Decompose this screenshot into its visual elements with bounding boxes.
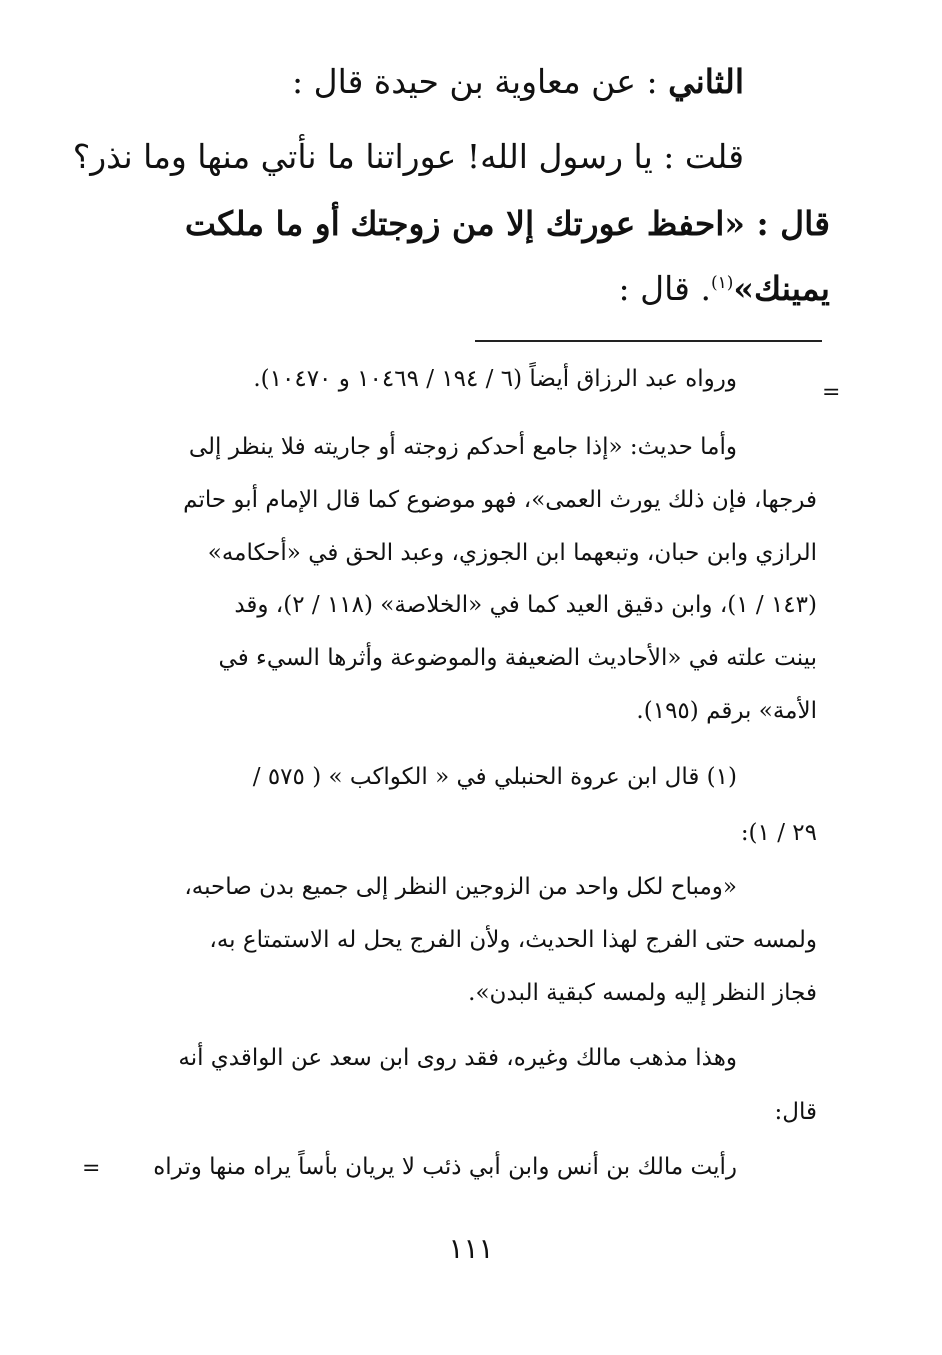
continuation-mark-top: =	[822, 380, 841, 405]
note-line-13: وهذا مذهب مالك وغيره، فقد روى ابن سعد عن الواقدي أنه	[178, 1045, 737, 1071]
note-line-6: بينت علته في «الأحاديث الضعيفة والموضوعة وأثرها السيء في	[218, 645, 817, 671]
hadith-text-a: قال : «احفظ عورتك إلا من زوجتك	[350, 204, 830, 243]
question-text-a: قلت : يا رسول الله	[480, 137, 744, 176]
note-line-7: الأمة» برقم (١٩٥).	[636, 698, 817, 724]
footnote-separator	[475, 340, 822, 342]
note-line-3: فرجها، فإن ذلك يورث العمى»، فهو موضوع كما قال الإمام أبو حاتم	[183, 487, 817, 513]
main-line-4	[618, 269, 830, 308]
section-label: الثاني	[668, 62, 744, 101]
continuation-mark-bottom: =	[82, 1156, 101, 1181]
page-number: ١١١	[448, 1232, 494, 1265]
note-line-4: الرازي وابن حبان، وتبعهما ابن الجوزي، وعبد الحق في «أحكامه»	[207, 540, 817, 566]
continuation-text: . قال :	[618, 269, 711, 308]
hadith-text-c: يمينك»	[733, 269, 830, 308]
note-line-9: ٢٩ / ١):	[740, 820, 817, 846]
note-line-12: فجاز النظر إليه ولمسه كبقية البدن».	[468, 980, 817, 1006]
note-line-2: وأما حديث: «إذا جامع أحدكم زوجته أو جاريته فلا ينظر إلى	[188, 434, 737, 460]
question-text-b: ! عوراتنا ما نأتي منها وما نذر؟	[72, 137, 481, 176]
note-line-8: (١) قال ابن عروة الحنبلي في « الكواكب » ( ٥٧٥ /	[252, 764, 737, 790]
note-line-15: رأيت مالك بن أنس وابن أبي ذئب لا يريان بأساً يراه منها وتراه	[153, 1154, 737, 1180]
note-line-11: ولمسه حتى الفرج لهذا الحديث، ولأن الفرج يحل له الاستمتاع به،	[209, 927, 817, 953]
section-intro: : عن معاوية بن حيدة قال :	[292, 62, 658, 101]
note-line-5: (١٤٣ / ١)، وابن دقيق العيد كما في «الخلاصة» (١١٨ / ٢)، وقد	[234, 592, 817, 618]
main-line-2	[72, 137, 744, 176]
footnote-ref: (١)	[710, 273, 734, 293]
hadith-text-b: أو ما ملكت	[184, 204, 340, 243]
main-line-3	[184, 204, 830, 243]
note-line-1: ورواه عبد الرزاق أيضاً (٦ / ١٩٤ / ١٠٤٦٩ و ١٠٤٧٠).	[253, 366, 737, 392]
main-line-1	[292, 62, 744, 101]
note-line-10: «ومباح لكل واحد من الزوجين النظر إلى جميع بدن صاحبه،	[184, 874, 737, 900]
note-line-14: قال:	[774, 1099, 817, 1125]
